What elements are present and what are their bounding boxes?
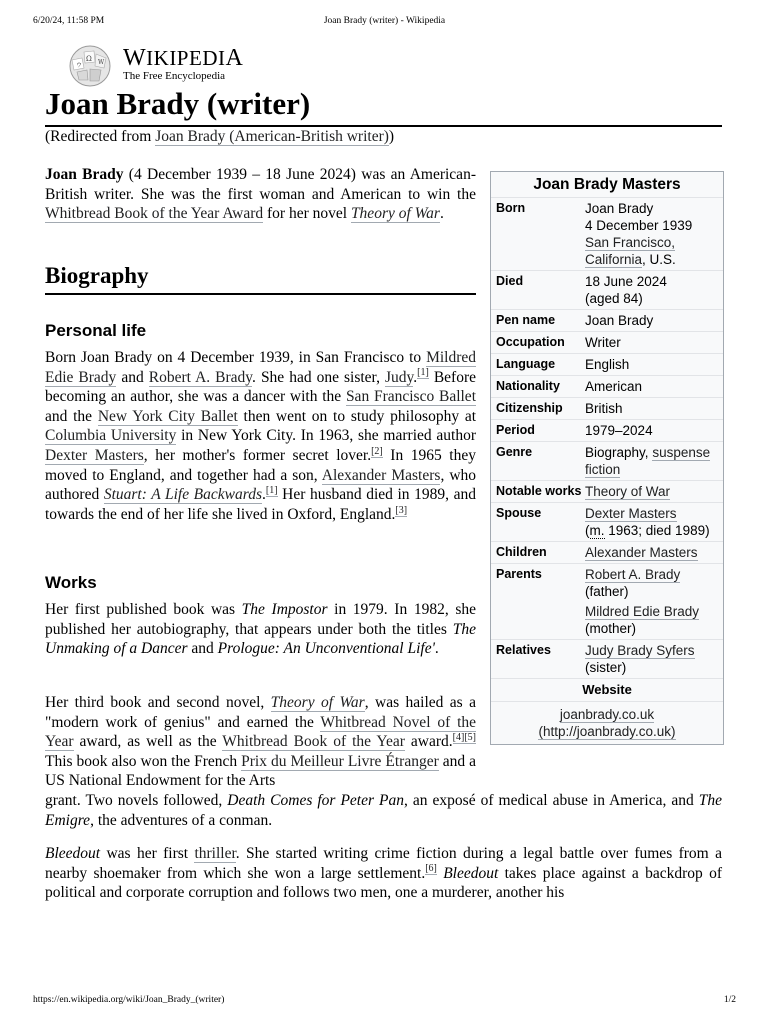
link-parent-mildred-brady[interactable]: Mildred Edie Brady [585, 604, 700, 619]
logo-letter-a: A [225, 45, 244, 71]
ref-4[interactable]: [4] [452, 732, 465, 744]
works-paragraph-1: Her first published book was The Impostor in 1979. In 1982, she published her autobiography, that appears under both the titles The Unmaking of a Dancer and Prologue: An Unconventional Life'. [45, 601, 476, 658]
link-theory-of-war[interactable]: Theory of War [350, 205, 440, 223]
works-paragraph-2: Her third book and second novel, Theory of War, was hailed as a "modern work of genius" and earned the Whitbread Novel of the Year award, as well as the Whitbread Book of the Year award.[4][5] This book also won the French Prix du Meilleur Livre Étranger and a US National Endowment for the Arts [45, 694, 476, 790]
wikipedia-logo[interactable] [64, 42, 243, 88]
infobox-website-header: Website [491, 678, 723, 701]
infobox-row-died: Died 18 June 2024 (aged 84) [491, 270, 723, 309]
ref-2[interactable]: [2] [371, 445, 383, 457]
infobox-row-parents: Parents Robert A. Brady (father) Mildred Edie Brady (mother) [491, 563, 723, 639]
link-whitbread-book[interactable]: Whitbread Book of the Year [222, 733, 405, 751]
link-spouse-dexter-masters[interactable]: Dexter Masters [585, 506, 677, 521]
svg-text:W: W [98, 59, 105, 66]
link-whitbread-novel[interactable]: Whitbread Novel of the Year [45, 713, 476, 751]
redirect-link[interactable]: Joan Brady (American-British writer) [155, 128, 389, 145]
link-child-alexander-masters[interactable]: Alexander Masters [585, 545, 698, 560]
ref-6[interactable]: [6] [425, 863, 437, 875]
link-mildred-edie-brady[interactable]: Mildred Edie Brady [45, 349, 476, 386]
married-abbr: m. [589, 523, 605, 538]
link-nyc-ballet[interactable]: New York City Ballet [97, 407, 238, 425]
infobox-row-children: Children Alexander Masters [491, 541, 723, 563]
link-thriller[interactable]: thriller [194, 845, 236, 862]
link-website[interactable]: joanbrady.co.uk (http://joanbrady.co.uk) [538, 707, 676, 739]
ref-1b[interactable]: [1] [265, 485, 278, 496]
infobox-row-pen-name: Pen name Joan Brady [491, 309, 723, 331]
logo-tagline: The Free Encyclopedia [123, 70, 226, 82]
infobox-title: Joan Brady Masters [533, 176, 681, 193]
print-url: https://en.wikipedia.org/wiki/Joan_Brady_(writer) [33, 995, 225, 1005]
infobox-row-relatives: Relatives Judy Brady Syfers (sister) [491, 639, 723, 678]
print-page-title: Joan Brady (writer) - Wikipedia [323, 16, 446, 26]
lead-paragraph: Joan Brady (4 December 1939 – 18 June 2024) was an American-British writer. She was the first woman and American to win the Whitbread Book of the Year Award for her novel Theory of War. [45, 166, 476, 223]
infobox-row-genre: Genre Biography, suspense fiction [491, 441, 723, 480]
svg-text:ウ: ウ [76, 62, 83, 69]
infobox-row-language: Language English [491, 353, 723, 375]
heading-biography: Biography [45, 262, 476, 295]
infobox-row-spouse: Spouse Dexter Masters (m. 1963; died 1989) [491, 502, 723, 541]
infobox-row-occupation: Occupation Writer [491, 331, 723, 353]
infobox-row-nationality: Nationality American [491, 375, 723, 397]
link-robert-brady[interactable]: Robert A. Brady [148, 368, 253, 386]
logo-letters: IKIPEDI [146, 46, 226, 70]
link-relative-judy-brady-syfers[interactable]: Judy Brady Syfers [585, 643, 695, 658]
link-dexter-masters[interactable]: Dexter Masters [45, 446, 144, 464]
link-stuart[interactable]: Stuart: A Life Backwards [103, 486, 262, 504]
infobox [490, 171, 724, 745]
link-judy[interactable]: Judy [384, 368, 414, 386]
works-paragraph-2-continued: grant. Two novels followed, Death Comes for Peter Pan, an exposé of medical abuse in America, and The Emigre, the adventures of a conman. [45, 792, 722, 829]
link-theory-of-war-2[interactable]: Theory of War [270, 694, 365, 711]
link-parent-robert-brady[interactable]: Robert A. Brady [585, 567, 681, 582]
page-title: Joan Brady (writer) [45, 84, 722, 127]
redirect-notice: (Redirected from Joan Brady (American-British writer)) [45, 128, 395, 145]
wikipedia-globe-icon [64, 42, 116, 88]
link-san-francisco[interactable]: San Francisco, California [585, 235, 676, 267]
print-datetime: 6/20/24, 11:58 PM [33, 16, 105, 26]
ref-5[interactable]: [5] [464, 732, 476, 744]
ref-1[interactable]: [1] [417, 367, 429, 379]
print-page-number: 1/2 [723, 995, 736, 1005]
link-whitbread-award[interactable]: Whitbread Book of the Year Award [45, 205, 264, 223]
link-sf-ballet[interactable]: San Francisco Ballet [345, 388, 476, 406]
infobox-row-period: Period 1979–2024 [491, 419, 723, 441]
bleedout-paragraph: Bleedout was her first thriller. She started writing crime fiction during a legal battle over fumes from a nearby shoemaker from which she won a large settlement.[6] Bleedout takes place against a backdrop of political and corporate corruption and follows two men, one a murderer, another his [45, 845, 722, 902]
print-footer [33, 995, 736, 1005]
heading-works: Works [45, 573, 97, 592]
svg-text:Ω: Ω [86, 55, 92, 63]
infobox-row-notable-works: Notable works Theory of War [491, 480, 723, 502]
personal-life-paragraph: Born Joan Brady on 4 December 1939, in San Francisco to Mildred Edie Brady and Robert A. Brady. She had one sister, Judy.[1] Before becoming an author, she was a dancer with the San Francisco Ballet and the New York City Ballet then went on to study philosophy at Columbia University in New York City. In 1963, she married author Dexter Masters, her mother's former secret lover.[2] In 1965 they moved to England, and together had a son, Alexander Masters, who authored Stuart: A Life Backwards.[1] Her husband died in 1989, and towards the end of her life she lived in Oxford, England.[3] [45, 349, 477, 523]
link-columbia[interactable]: Columbia University [45, 427, 177, 445]
link-suspense-fiction[interactable]: suspense fiction [585, 445, 711, 477]
logo-letter-w: W [123, 45, 147, 71]
infobox-row-born: Born Joan Brady 4 December 1939 San Francisco, California, U.S. [491, 197, 723, 270]
link-prix-du-meilleur[interactable]: Prix du Meilleur Livre Étranger [241, 752, 439, 770]
heading-personal-life: Personal life [45, 321, 147, 340]
infobox-row-citizenship: Citizenship British [491, 397, 723, 419]
ref-3[interactable]: [3] [395, 504, 408, 516]
link-notable-theory-of-war[interactable]: Theory of War [585, 484, 671, 499]
link-alexander-masters[interactable]: Alexander Masters [321, 466, 441, 484]
